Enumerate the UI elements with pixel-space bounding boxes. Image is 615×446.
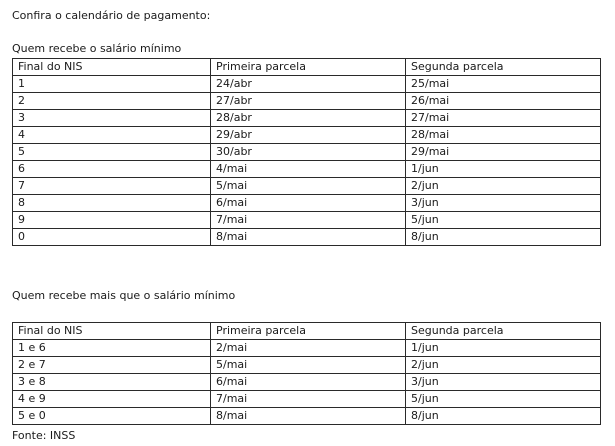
table-header-row — [13, 323, 601, 340]
column-header: Segunda parcela — [406, 323, 601, 340]
table-body — [13, 59, 601, 246]
table-cell: 2 — [13, 93, 211, 110]
table-cell: 4/mai — [211, 161, 406, 178]
minimum-wage-table-caption: Quem recebe o salário mínimo — [12, 42, 182, 55]
table-row — [13, 144, 601, 161]
table-cell: 7/mai — [211, 212, 406, 229]
table-cell: 0 — [13, 229, 211, 246]
table-cell: 26/mai — [406, 93, 601, 110]
table-header-row — [13, 59, 601, 76]
table-cell: 5 e 0 — [13, 408, 211, 425]
table-cell: 5/jun — [406, 212, 601, 229]
table-row — [13, 161, 601, 178]
table-cell: 3/jun — [406, 374, 601, 391]
table-row — [13, 127, 601, 144]
table-cell: 24/abr — [211, 76, 406, 93]
column-header: Primeira parcela — [211, 323, 406, 340]
column-header: Final do NIS — [13, 323, 211, 340]
intro-text: Confira o calendário de pagamento: — [12, 9, 211, 22]
table-cell: 6/mai — [211, 195, 406, 212]
table-cell: 3/jun — [406, 195, 601, 212]
table-cell: 1 — [13, 76, 211, 93]
table-cell: 8/mai — [211, 229, 406, 246]
above-minimum-wage-table-caption: Quem recebe mais que o salário mínimo — [12, 289, 236, 302]
table-cell: 27/abr — [211, 93, 406, 110]
table-cell: 8/jun — [406, 408, 601, 425]
table-cell: 28/mai — [406, 127, 601, 144]
above-minimum-wage-payment-table — [12, 322, 601, 425]
table-cell: 30/abr — [211, 144, 406, 161]
table-row — [13, 212, 601, 229]
table-cell: 27/mai — [406, 110, 601, 127]
table-row — [13, 374, 601, 391]
table-cell: 6/mai — [211, 374, 406, 391]
table-row — [13, 391, 601, 408]
table-cell: 4 e 9 — [13, 391, 211, 408]
table-cell: 1/jun — [406, 340, 601, 357]
table-cell: 2/mai — [211, 340, 406, 357]
column-header: Primeira parcela — [211, 59, 406, 76]
table-cell: 7 — [13, 178, 211, 195]
table-cell: 7/mai — [211, 391, 406, 408]
table-row — [13, 408, 601, 425]
table-cell: 2/jun — [406, 178, 601, 195]
table-cell: 1/jun — [406, 161, 601, 178]
table-row — [13, 178, 601, 195]
table-cell: 5 — [13, 144, 211, 161]
table-cell: 25/mai — [406, 76, 601, 93]
table-row — [13, 195, 601, 212]
table-body — [13, 323, 601, 425]
table-row — [13, 93, 601, 110]
table-cell: 8 — [13, 195, 211, 212]
table-row — [13, 340, 601, 357]
table-row — [13, 229, 601, 246]
minimum-wage-payment-table — [12, 58, 601, 246]
table-cell: 6 — [13, 161, 211, 178]
table-cell: 5/jun — [406, 391, 601, 408]
column-header: Segunda parcela — [406, 59, 601, 76]
source-note: Fonte: INSS — [12, 429, 76, 442]
table-cell: 2 e 7 — [13, 357, 211, 374]
table-cell: 29/mai — [406, 144, 601, 161]
table-cell: 1 e 6 — [13, 340, 211, 357]
table-cell: 29/abr — [211, 127, 406, 144]
table-row — [13, 357, 601, 374]
table-cell: 4 — [13, 127, 211, 144]
column-header: Final do NIS — [13, 59, 211, 76]
table-cell: 28/abr — [211, 110, 406, 127]
table-cell: 3 — [13, 110, 211, 127]
table-cell: 8/mai — [211, 408, 406, 425]
table-cell: 5/mai — [211, 357, 406, 374]
table-row — [13, 76, 601, 93]
table-cell: 9 — [13, 212, 211, 229]
table-cell: 8/jun — [406, 229, 601, 246]
table-row — [13, 110, 601, 127]
table-cell: 2/jun — [406, 357, 601, 374]
table-cell: 3 e 8 — [13, 374, 211, 391]
table-cell: 5/mai — [211, 178, 406, 195]
